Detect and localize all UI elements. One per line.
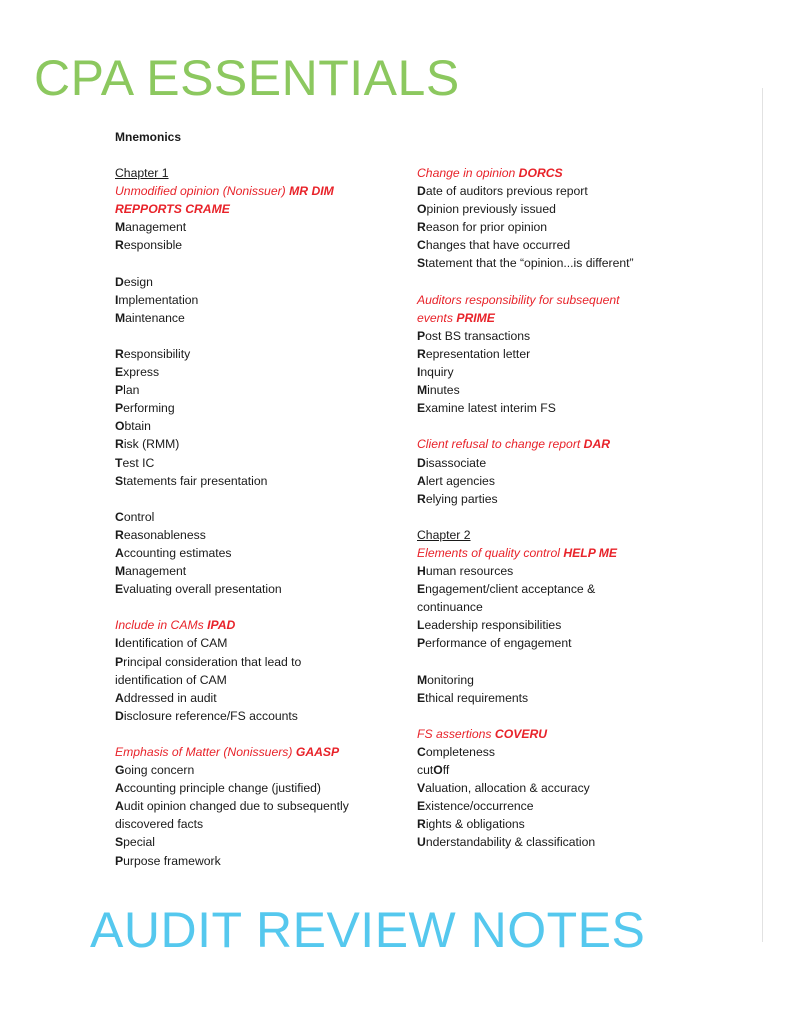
mnemonic-letter: M	[417, 383, 428, 398]
mnemonic-letter: E	[417, 582, 426, 597]
mnemonic-letter: O	[115, 419, 125, 434]
mnemonic-item-text: nquiry	[420, 365, 454, 380]
mnemonic-item-text: ontrol	[123, 509, 155, 524]
mnemonic-title-text: FS assertions	[417, 726, 492, 741]
mnemonic-title-emphasis	[115, 743, 397, 761]
mnemonic-list-dar	[417, 454, 697, 508]
mnemonic-letter: R	[115, 238, 124, 253]
mnemonic-item-text: elying parties	[425, 491, 498, 506]
mnemonic-item-text: udit opinion changed due to subsequently	[123, 799, 349, 814]
mnemonic-item-text: lan	[123, 383, 140, 398]
mnemonic-code: COVERU	[494, 726, 548, 741]
spacer	[115, 725, 397, 743]
mnemonic-letter: E	[115, 365, 124, 380]
mnemonic-list-cams	[115, 634, 397, 724]
mnemonic-item	[115, 852, 397, 870]
mnemonic-letter: E	[417, 799, 426, 814]
mnemonic-title-text: Include in CAMs	[115, 618, 204, 633]
spacer	[115, 598, 397, 616]
mnemonic-item-text: urpose framework	[123, 853, 221, 868]
mnemonic-item-text: discovered facts	[115, 817, 204, 832]
mnemonic-letter: E	[115, 582, 124, 597]
spacer	[115, 490, 397, 508]
mnemonic-item-text: ddressed in audit	[123, 690, 217, 705]
mnemonic-title-unmodified-opinion	[115, 182, 397, 200]
mnemonic-letter: P	[417, 636, 426, 651]
spacer	[417, 653, 697, 671]
mnemonic-letter: A	[115, 781, 124, 796]
mnemonic-item	[417, 472, 697, 490]
mnemonic-item-text: ate of auditors previous report	[425, 184, 588, 199]
mnemonic-item	[417, 218, 697, 236]
mnemonic-letter: R	[417, 346, 426, 361]
mnemonic-letter: D	[115, 708, 124, 723]
mnemonic-item-text: eason for prior opinion	[425, 220, 548, 235]
mnemonic-item	[115, 671, 397, 689]
mnemonic-item	[417, 363, 697, 381]
mnemonic-item	[417, 254, 697, 272]
mnemonic-item	[417, 182, 697, 200]
audit-review-notes-banner: AUDIT REVIEW NOTES	[90, 902, 646, 958]
cpa-essentials-banner: CPA ESSENTIALS	[34, 50, 460, 106]
mnemonic-letter: M	[115, 564, 126, 579]
mnemonic-item-text: btain	[124, 419, 151, 434]
mnemonic-item	[115, 508, 397, 526]
mnemonic-code: PRIME	[456, 310, 495, 325]
mnemonic-item	[417, 743, 697, 761]
mnemonic-item-text: ccounting estimates	[123, 545, 232, 560]
mnemonic-code: DAR	[583, 437, 611, 452]
mnemonic-item	[115, 381, 397, 399]
mnemonic-title-text: Client refusal to change report	[417, 437, 581, 452]
mnemonic-item	[115, 544, 397, 562]
mnemonic-item	[115, 291, 397, 309]
mnemonic-item	[115, 399, 397, 417]
mnemonic-item-text: ngagement/client acceptance &	[425, 582, 596, 597]
mnemonic-letter: L	[417, 618, 425, 633]
mnemonic-item-text: xamine latest interim FS	[425, 401, 556, 416]
mnemonic-code: HELP ME	[563, 545, 618, 560]
mnemonic-item	[115, 562, 397, 580]
mnemonic-letter: A	[115, 545, 124, 560]
mnemonic-title-prime-line1: Auditors responsibility for subsequent	[417, 292, 620, 307]
mnemonic-letter: A	[115, 690, 124, 705]
mnemonic-letter: M	[115, 220, 126, 235]
mnemonic-item	[417, 399, 697, 417]
mnemonic-item	[417, 779, 697, 797]
mnemonic-letter: R	[115, 527, 124, 542]
mnemonic-letter: R	[417, 491, 426, 506]
mnemonic-letter: U	[417, 835, 426, 850]
mnemonic-letter: R	[417, 817, 426, 832]
mnemonic-letter: A	[115, 799, 124, 814]
right-column	[417, 164, 697, 852]
mnemonic-letter: P	[115, 383, 124, 398]
mnemonic-item	[417, 797, 697, 815]
mnemonic-item	[115, 526, 397, 544]
mnemonic-item	[115, 815, 397, 833]
mnemonic-item	[417, 634, 697, 652]
mnemonic-item	[115, 435, 397, 453]
mnemonic-item-text: epresentation letter	[425, 346, 531, 361]
mnemonic-letter: S	[115, 473, 124, 488]
mnemonic-letter: D	[115, 274, 124, 289]
mnemonic-letter: T	[115, 455, 123, 470]
mnemonic-item	[417, 689, 697, 707]
mnemonic-item-text: onitoring	[427, 672, 474, 687]
mnemonic-item	[115, 236, 397, 254]
mnemonic-code: IPAD	[207, 618, 236, 633]
mnemonic-title-dar	[417, 435, 697, 453]
mnemonic-letter: R	[417, 220, 426, 235]
left-column	[115, 164, 397, 870]
mnemonic-letter: O	[433, 763, 443, 778]
mnemonic-list-prime	[417, 327, 697, 417]
mnemonic-item	[115, 363, 397, 381]
mnemonic-letter: O	[417, 202, 427, 217]
mnemonic-list-dorcs	[417, 182, 697, 272]
mnemonic-item-text: xpress	[123, 365, 160, 380]
mnemonic-letter: P	[115, 401, 124, 416]
mnemonic-title-dorcs	[417, 164, 697, 182]
mnemonic-item	[417, 490, 697, 508]
mnemonic-item	[417, 381, 697, 399]
mnemonic-letter: V	[417, 781, 426, 796]
mnemonic-item	[417, 598, 697, 616]
mnemonic-list-coveru	[417, 743, 697, 852]
mnemonic-letter: C	[115, 509, 124, 524]
mnemonic-letter: D	[417, 184, 426, 199]
mnemonic-item	[115, 797, 397, 815]
spacer	[115, 327, 397, 345]
mnemonic-item	[115, 779, 397, 797]
mnemonic-item-text: anagement	[125, 220, 187, 235]
mnemonic-item	[115, 689, 397, 707]
mnemonic-item	[115, 634, 397, 652]
mnemonic-item-text: pinion previously issued	[426, 202, 556, 217]
mnemonics-heading: Mnemonics	[115, 130, 182, 144]
mnemonic-letter: D	[417, 455, 426, 470]
spacer	[417, 417, 697, 435]
mnemonic-letter: G	[115, 763, 125, 778]
mnemonic-title-text: Unmodified opinion (Nonissuer)	[115, 184, 286, 199]
mnemonic-item-text: xistence/occurrence	[425, 799, 534, 814]
mnemonic-item-text: ompleteness	[425, 745, 495, 759]
chapter-1-heading: Chapter 1	[115, 166, 169, 180]
mnemonic-item-text: mplementation	[118, 292, 199, 307]
mnemonic-item	[115, 273, 397, 291]
mnemonic-item-text: erforming	[123, 401, 175, 416]
mnemonic-item	[417, 761, 697, 779]
mnemonic-item	[417, 562, 697, 580]
mnemonic-item	[417, 200, 697, 218]
spacer	[417, 273, 697, 291]
mnemonic-letter: S	[417, 256, 426, 271]
mnemonic-item-text: valuating overall presentation	[123, 582, 282, 597]
mnemonic-item-text: isclosure reference/FS accounts	[123, 708, 298, 723]
mnemonic-list-unmodified	[115, 218, 397, 598]
mnemonic-letter: P	[115, 654, 124, 669]
mnemonic-letter: S	[115, 835, 124, 850]
mnemonic-item-text: uman resources	[425, 564, 514, 579]
mnemonic-item	[417, 616, 697, 634]
mnemonic-item-text: inutes	[427, 383, 460, 398]
mnemonic-item	[115, 761, 397, 779]
mnemonic-item-text: rincipal consideration that lead to	[123, 654, 302, 669]
mnemonic-title-text: Change in opinion	[417, 166, 516, 180]
mnemonic-title-cams	[115, 616, 397, 634]
mnemonic-letter: A	[417, 473, 426, 488]
mnemonic-item-text: easonableness	[123, 527, 206, 542]
mnemonic-item	[417, 236, 697, 254]
mnemonic-letter: M	[417, 672, 428, 687]
mnemonic-letter: P	[115, 853, 124, 868]
mnemonic-item	[115, 707, 397, 725]
mnemonic-letter: P	[417, 328, 426, 343]
mnemonic-item	[115, 833, 397, 851]
mnemonic-title-prime-line2	[417, 309, 697, 327]
mnemonic-letter: H	[417, 564, 426, 579]
mnemonic-item	[115, 472, 397, 490]
mnemonic-item-text: tatements fair presentation	[123, 473, 268, 488]
mnemonic-letter: E	[417, 690, 426, 705]
mnemonic-item-text: continuance	[417, 600, 483, 615]
mnemonic-item-text: cut	[417, 763, 434, 778]
mnemonic-letter: I	[115, 636, 119, 651]
mnemonic-item-text: tatement that the “opinion...is different”	[425, 256, 634, 271]
mnemonic-item-text: ccounting principle change (justified)	[123, 781, 321, 796]
mnemonic-item-text: oing concern	[124, 763, 195, 778]
mnemonic-title-text: Elements of quality control	[417, 545, 560, 560]
mnemonic-item-text: pecial	[123, 835, 155, 850]
mnemonic-item-text: dentification of CAM	[118, 636, 228, 651]
mnemonic-item	[417, 815, 697, 833]
mnemonic-item-text: nderstandability & classification	[425, 835, 596, 850]
mnemonic-item-text: erformance of engagement	[425, 636, 572, 651]
mnemonic-list-help-me	[417, 562, 697, 707]
chapter-2-heading: Chapter 2	[417, 527, 471, 542]
mnemonic-item-text: identification of CAM	[115, 672, 227, 687]
mnemonic-item-text: ff	[442, 763, 450, 778]
mnemonic-letter: E	[417, 401, 426, 416]
mnemonic-item-text: esponsibility	[123, 346, 191, 361]
mnemonic-title-text: events	[417, 310, 453, 325]
mnemonic-item-text: ost BS transactions	[425, 328, 531, 343]
mnemonic-item-text: aintenance	[125, 310, 185, 325]
mnemonic-letter: R	[115, 437, 124, 452]
mnemonic-item	[417, 454, 697, 472]
mnemonic-item-text: esign	[123, 274, 153, 289]
mnemonic-letter: C	[417, 745, 426, 759]
mnemonic-item	[115, 218, 397, 236]
spacer	[417, 508, 697, 526]
mnemonic-item-text: aluation, allocation & accuracy	[425, 781, 590, 796]
mnemonic-title-help-me	[417, 544, 697, 562]
mnemonic-letter: M	[115, 310, 126, 325]
mnemonic-code: GAASP	[295, 745, 340, 759]
mnemonic-title-coveru	[417, 725, 697, 743]
spacer	[115, 254, 397, 272]
mnemonic-letter: R	[115, 346, 124, 361]
spacer	[417, 707, 697, 725]
mnemonic-item	[115, 417, 397, 435]
mnemonic-item-text: lert agencies	[425, 473, 495, 488]
mnemonic-item-text: ights & obligations	[425, 817, 525, 832]
mnemonic-title-text: Emphasis of Matter (Nonissuers)	[115, 745, 293, 759]
mnemonic-item-text: est IC	[122, 455, 155, 470]
mnemonic-item-text: esponsible	[123, 238, 183, 253]
mnemonic-letter: C	[417, 238, 426, 253]
mnemonic-item	[115, 345, 397, 363]
mnemonic-item	[115, 454, 397, 472]
mnemonic-item	[115, 580, 397, 598]
mnemonic-item-text: anagement	[125, 564, 187, 579]
mnemonic-item	[417, 833, 697, 851]
mnemonic-code: REPPORTS CRAME	[115, 202, 230, 217]
mnemonic-item	[115, 309, 397, 327]
mnemonic-item	[417, 580, 697, 598]
mnemonic-code: MR DIM	[289, 184, 334, 199]
mnemonic-item	[417, 345, 697, 363]
mnemonic-item-text: eadership responsibilities	[424, 618, 562, 633]
mnemonic-item	[417, 671, 697, 689]
mnemonic-letter: I	[115, 292, 119, 307]
mnemonic-item-text: thical requirements	[425, 690, 529, 705]
mnemonic-item-text: hanges that have occurred	[425, 238, 571, 253]
mnemonic-item	[417, 327, 697, 345]
mnemonic-list-emphasis	[115, 761, 397, 870]
page-edge-rule	[762, 88, 763, 942]
mnemonic-item-text: isassociate	[425, 455, 487, 470]
mnemonic-letter: I	[417, 365, 421, 380]
mnemonic-item	[115, 653, 397, 671]
mnemonic-code: DORCS	[518, 166, 563, 180]
mnemonic-item-text: isk (RMM)	[123, 437, 180, 452]
